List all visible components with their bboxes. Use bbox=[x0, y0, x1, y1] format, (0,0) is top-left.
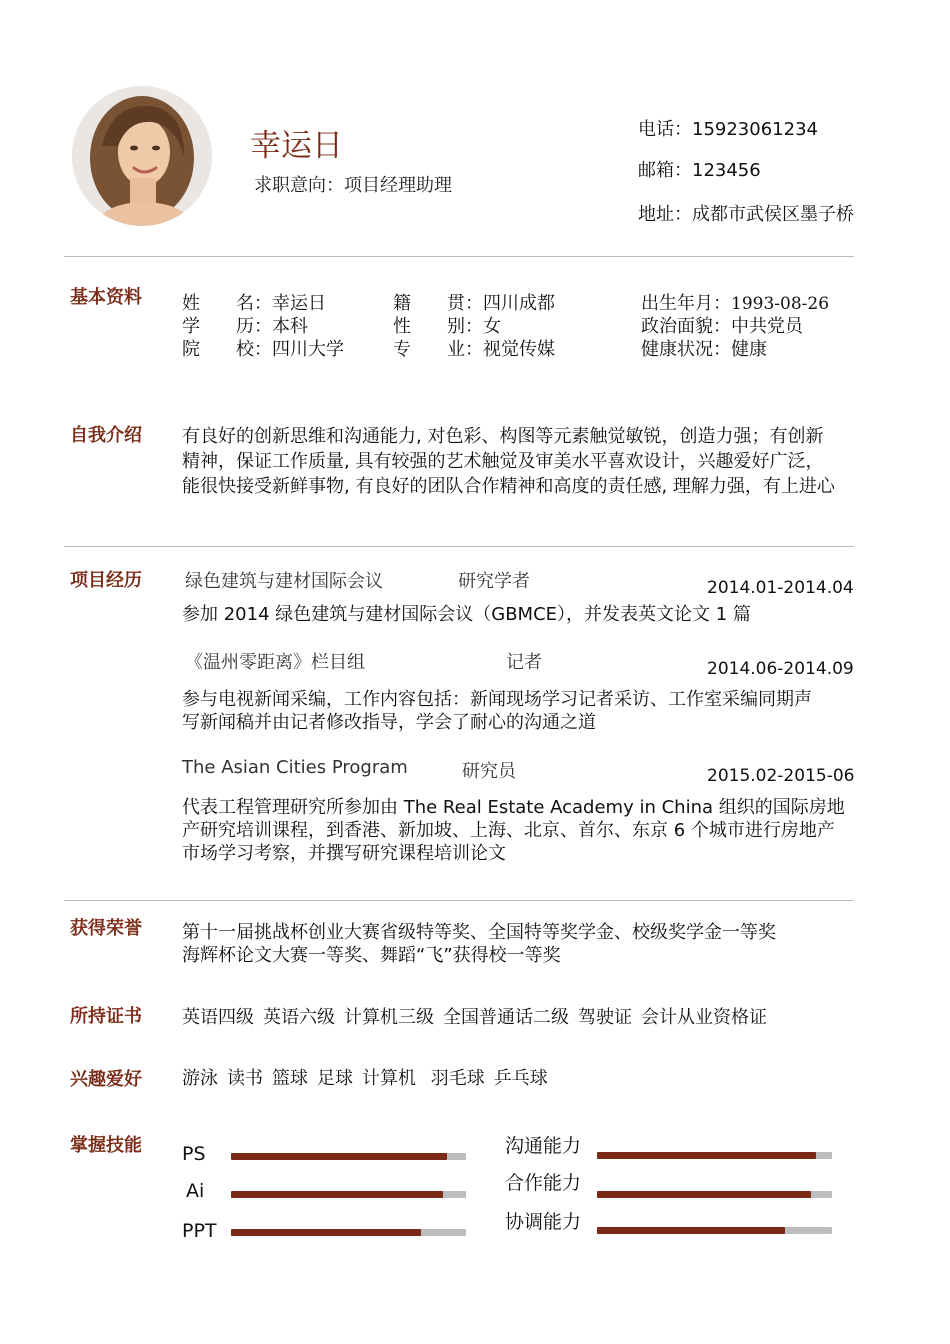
skill-bar bbox=[597, 1191, 832, 1198]
hobby-item: 游泳 bbox=[182, 1068, 218, 1089]
skill-name: 协调能力 bbox=[505, 1211, 582, 1233]
hobby-item: 计算机 bbox=[362, 1068, 416, 1089]
info-health: 健康状况：健康 bbox=[641, 339, 767, 360]
section-label-projects: 项目经历 bbox=[70, 570, 142, 591]
cert-item: 驾驶证 bbox=[578, 1007, 632, 1028]
skill-bar bbox=[597, 1152, 832, 1159]
skill-name: 合作能力 bbox=[505, 1172, 582, 1194]
hobby-item: 羽毛球 bbox=[425, 1068, 485, 1089]
section-label-intro: 自我介绍 bbox=[70, 425, 142, 446]
cert-item: 英语六级 bbox=[263, 1007, 335, 1028]
cert-item: 全国普通话二级 bbox=[443, 1007, 569, 1028]
project-date: 2015.02-2015-06 bbox=[707, 766, 855, 786]
skill-bar bbox=[231, 1191, 466, 1198]
skill-bar-fill bbox=[231, 1229, 421, 1236]
portrait-image bbox=[72, 86, 212, 226]
divider bbox=[64, 900, 854, 901]
info-gender: 性 别：女 bbox=[393, 316, 501, 337]
project-role: 研究员 bbox=[462, 761, 516, 782]
project-title: The Asian Cities Program bbox=[182, 757, 408, 778]
project-role: 研究学者 bbox=[458, 571, 530, 592]
project-desc: 参与电视新闻采编，工作内容包括：新闻现场学习记者采访、工作室采编同期声 写新闻稿并由记者修改指导，学会了耐心的沟通之道 bbox=[182, 689, 812, 733]
hobby-item: 足球 bbox=[317, 1068, 353, 1089]
skill-bar-fill bbox=[231, 1153, 447, 1160]
skill-name: 沟通能力 bbox=[505, 1135, 582, 1157]
skill-name: Ai bbox=[186, 1180, 205, 1202]
hobby-item: 乒乓球 bbox=[493, 1068, 548, 1089]
honors-text: 第十一届挑战杯创业大赛省级特等奖、全国特等奖学金、校级奖学金一等奖 海辉杯论文大赛一等奖、舞蹈“飞”获得校一等奖 bbox=[182, 922, 776, 966]
project-role: 记者 bbox=[506, 652, 542, 673]
info-school: 院 校：四川大学 bbox=[182, 339, 344, 360]
project-desc: 参加 2014 绿色建筑与建材国际会议（GBMCE），并发表英文论文 1 篇 bbox=[182, 604, 751, 625]
info-birth: 出生年月：1993-08-26 bbox=[641, 293, 830, 314]
email: 邮箱：123456 bbox=[638, 160, 761, 181]
skill-name: PPT bbox=[182, 1220, 217, 1242]
info-education: 学 历：本科 bbox=[182, 316, 308, 337]
phone: 电话：15923061234 bbox=[638, 119, 818, 140]
skill-bar bbox=[231, 1153, 466, 1160]
project-desc: 代表工程管理研究所参加由 The Real Estate Academy in China 组织的国际房地 产研究培训课程，到香港、新加坡、上海、北京、首尔、东京 6 个城市进行房地产 市场学习考察，并撰写研究课程培训论文 bbox=[182, 797, 845, 864]
cert-item: 计算机三级 bbox=[344, 1007, 434, 1028]
project-title: 《温州零距离》栏目组 bbox=[185, 652, 365, 673]
info-major: 专 业：视觉传媒 bbox=[393, 339, 555, 360]
project-title: 绿色建筑与建材国际会议 bbox=[185, 571, 383, 592]
divider bbox=[64, 256, 854, 257]
skill-bar bbox=[231, 1229, 466, 1236]
skill-bar-fill bbox=[597, 1191, 811, 1198]
hobby-item: 篮球 bbox=[272, 1068, 308, 1089]
hobbies-list bbox=[182, 1064, 557, 1090]
profile-photo bbox=[72, 86, 212, 226]
info-political: 政治面貌：中共党员 bbox=[641, 316, 803, 337]
section-label-honors: 获得荣誉 bbox=[70, 918, 142, 939]
section-label-basic: 基本资料 bbox=[70, 287, 142, 308]
hobby-item: 读书 bbox=[227, 1068, 263, 1089]
skill-bar bbox=[597, 1227, 832, 1234]
skill-bar-fill bbox=[597, 1227, 785, 1234]
cert-item: 会计从业资格证 bbox=[641, 1007, 767, 1028]
project-date: 2014.06-2014.09 bbox=[707, 659, 854, 679]
info-hometown: 籍 贯：四川成都 bbox=[393, 293, 555, 314]
section-label-certs: 所持证书 bbox=[70, 1006, 142, 1027]
address: 地址：成都市武侯区墨子桥 bbox=[638, 204, 854, 225]
section-label-hobbies: 兴趣爱好 bbox=[70, 1069, 142, 1090]
skill-bar-fill bbox=[231, 1191, 443, 1198]
project-date: 2014.01-2014.04 bbox=[707, 578, 854, 598]
info-name: 姓 名：幸运日 bbox=[182, 293, 326, 314]
divider bbox=[64, 546, 854, 547]
job-intent: 求职意向：项目经理助理 bbox=[254, 175, 452, 196]
skill-name: PS bbox=[182, 1143, 206, 1165]
certs-list bbox=[182, 1003, 776, 1029]
skill-bar-fill bbox=[597, 1152, 816, 1159]
intro-text: 有良好的创新思维和沟通能力, 对色彩、构图等元素触觉敏锐，创造力强；有创新 精神，保证工作质量, 具有较强的艺术触觉及审美水平喜欢设计，兴趣爱好广泛， 能很快接受新鲜事物, 有良好的团队合作精神和高度的责任感, 理解力强，有上进心 bbox=[182, 426, 835, 497]
cert-item: 英语四级 bbox=[182, 1007, 254, 1028]
candidate-name: 幸运日 bbox=[250, 128, 343, 164]
section-label-skills: 掌握技能 bbox=[70, 1135, 142, 1156]
